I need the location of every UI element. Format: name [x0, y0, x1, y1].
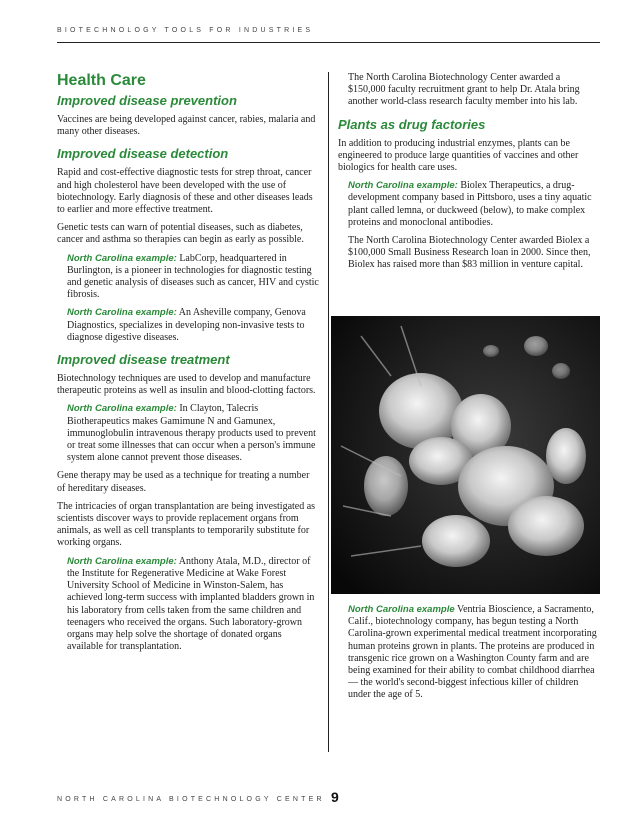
atala-example — [57, 556, 319, 654]
example-text: LabCorp, headquartered in Burlington, is a pioneer in technologies for diagnostic testing and genetic analysis of diseases such as cancer, HIV and cystic fibrosis. — [67, 252, 319, 301]
example-text: An Asheville company, Genova Diagnostics, specializes in developing non-invasive tests to diagnose digestive diseases. — [67, 307, 306, 343]
left-column — [57, 72, 319, 659]
detection-paragraph-1: Rapid and cost-effective diagnostic tests for strep throat, cancer and high cholesterol have been developed with the use of biotechnology. Early diagnosis of these and other diseases leads to earlier and more effective treatment. — [57, 167, 313, 216]
atala-grant-paragraph: The North Carolina Biotechnology Center awarded a $150,000 faculty recruitment grant to help Dr. Atala bring another world-class research faculty member into his lab. — [348, 72, 580, 108]
example-label: North Carolina example: — [67, 252, 177, 264]
footer-org: NORTH CAROLINA BIOTECHNOLOGY CENTER — [57, 796, 325, 803]
example-text: Anthony Atala, M.D., director of the Institute for Regenerative Medicine at Wake Forest University School of Medicine in Winston-Salem, has achieved long-term success with implanted bladders grown in his laboratory from cells taken from the same children and teenagers who received the organs. Such laboratory-grown organs may help solve the shortage of donated organs available for transplantation. — [67, 555, 315, 653]
example-text: In Clayton, Talecris Biotherapeutics makes Gamimune N and Gamunex, immunoglobulin intravenous therapy products used to prevent or treat some illnesses that can occur when a person's immune system alone cannot prevent those diseases. — [67, 403, 316, 464]
duckweed-photo — [331, 316, 600, 594]
section-title: Health Care — [57, 72, 146, 89]
genova-example — [57, 307, 319, 344]
treatment-paragraph-1: Biotechnology techniques are used to develop and manufacture therapeutic proteins as well as insulin and blood-clotting factors. — [57, 373, 316, 397]
example-label: North Carolina example: — [67, 555, 177, 567]
example-label: North Carolina example: — [348, 180, 458, 192]
example-label: North Carolina example: — [67, 403, 177, 415]
heading-treatment: Improved disease treatment — [57, 352, 230, 368]
ventria-block — [338, 604, 600, 708]
ventria-example — [338, 604, 600, 702]
example-text: Ventria Bioscience, a Sacramento, Calif., biotechnology company, has begun testing a North Carolina-grown experimental medical treatment incorporating human proteins grown in plants. The proteins are produced in transgenic rice grown on a Washington County farm and are being examined for their ability to combat childhood diarrhea — the world's second-biggest infectious killer of children under the age of 5. — [348, 604, 597, 701]
biolex-example — [338, 180, 600, 229]
example-text: Biolex Therapeutics, a drug-development company based in Pittsboro, uses a tiny aquatic plant called lemna, or duckweed (below), to make complex proteins and monoclonal antibodies. — [348, 180, 592, 228]
header-rule — [57, 42, 600, 43]
example-label: North Carolina example: — [67, 307, 177, 319]
talecris-example — [57, 403, 319, 464]
example-label: North Carolina example — [348, 604, 455, 615]
treatment-paragraph-2: Gene therapy may be used as a technique for treating a number of hereditary diseases. — [57, 470, 310, 494]
heading-plants: Plants as drug factories — [338, 116, 486, 132]
page-number: 9 — [331, 789, 339, 805]
heading-detection: Improved disease detection — [57, 146, 229, 162]
running-header: BIOTECHNOLOGY TOOLS FOR INDUSTRIES — [57, 27, 314, 34]
heading-prevention: Improved disease prevention — [57, 93, 237, 108]
right-column — [338, 72, 600, 278]
labcorp-example — [57, 253, 319, 302]
duckweed-illustration — [331, 316, 600, 594]
prevention-paragraph: Vaccines are being developed against cancer, rabies, malaria and many other diseases. — [57, 114, 316, 138]
column-divider — [328, 72, 329, 752]
treatment-paragraph-3: The intricacies of organ transplantation are being investigated as scientists discover ways to provide replacement organs from animals, as well as cell transplants to temporarily substitute for working organs. — [57, 500, 316, 549]
biolex-loan-paragraph: The North Carolina Biotechnology Center awarded Biolex a $100,000 Small Business Research loan in 2000. Since then, Biolex has raised more than $83 million in venture capital. — [348, 235, 591, 271]
detection-paragraph-2: Genetic tests can warn of potential diseases, such as diabetes, cancer and asthma so therapies can begin as early as possible. — [57, 222, 304, 246]
plants-paragraph: In addition to producing industrial enzymes, plants can be engineered to produce large quantities of vaccines and other biologics for health care uses. — [338, 137, 579, 174]
